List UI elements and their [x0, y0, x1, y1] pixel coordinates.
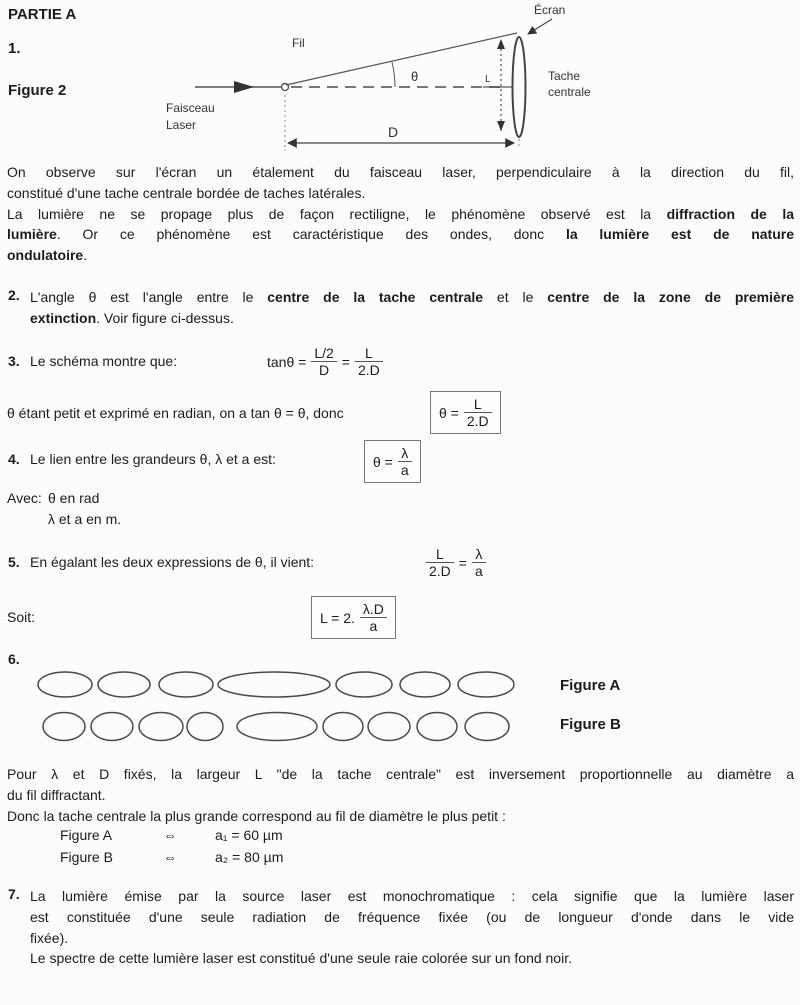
diffraction-spot-ellipse: [368, 713, 410, 741]
theta-label: θ: [411, 69, 419, 84]
figure-b-diameter-value: a₂ = 80 µm: [215, 849, 284, 865]
fraction-l-over-2d: $\frac{L}{2.D}$: [426, 546, 454, 579]
fraction-l2-over-d: $\frac{L/2}{D}$: [311, 345, 336, 378]
theta-angle-arc: [392, 62, 395, 87]
diffraction-spot-ellipse: [458, 672, 514, 697]
tache-centrale-label-line1: Tache: [548, 69, 581, 83]
question-6-number: 6.: [8, 651, 20, 667]
fraction-l-over-2d-boxed: $\frac{L}{2.D}$: [464, 396, 492, 429]
theta-equals: θ =: [373, 453, 393, 470]
question-3-line2: θ étant petit et exprimé en radian, on a tan θ = θ, donc: [7, 405, 344, 421]
question-3-number: 3.: [8, 353, 20, 369]
diffraction-spot-ellipse: [98, 672, 150, 697]
figure-b-ref: Figure B: [60, 849, 113, 865]
diffraction-spot-ellipse: [91, 713, 133, 741]
part-title: PARTIE A: [8, 6, 77, 23]
question-7-text: La lumière émise par la source laser est monochromatique : cela signifie que la lumière laser est constituée d'une seule radiation de fréquence fixée (ou de longueur d'onde dans le vide fixée). Le spectre de cette lumière laser est constitué d'une seule raie colorée sur un fond noir.: [30, 888, 794, 967]
diffraction-diagram: [128, 0, 618, 156]
fraction-lambda-over-a: $\frac{\lambda}{a}$: [398, 445, 412, 478]
l-boxed-formula: [311, 596, 396, 639]
conclusion-paragraph: Pour λ et D fixés, la largeur L "de la tache centrale" est inversement proportionnelle au diamètre a du fil diffractant. Donc la tache centrale la plus grande correspond au fil de diamètre le plus petit :: [7, 766, 794, 824]
figure-a-diffraction-pattern: [0, 668, 560, 701]
question-3-equation: [267, 345, 383, 378]
figure-a-diameter-row: [60, 827, 283, 843]
diffracted-ray-line: [286, 33, 517, 85]
ecran-pointer-arrow: [528, 19, 552, 34]
tache-centrale-label-line2: centrale: [548, 85, 591, 99]
diffraction-spot-ellipse: [237, 713, 317, 741]
theta-boxed-formula: [430, 391, 501, 434]
diffraction-spot-ellipse: [465, 713, 509, 741]
d-label: D: [388, 124, 399, 140]
figure-b-diffraction-pattern: [0, 710, 560, 743]
laser-beam-arrowhead: [234, 81, 254, 93]
question-5-lead: En égalant les deux expressions de θ, il vient:: [30, 554, 315, 570]
figure-a-diameter-value: a₁ = 60 µm: [215, 827, 283, 843]
diffraction-spot-ellipse: [323, 713, 363, 741]
diffraction-spot-ellipse: [187, 713, 223, 741]
equals-sign: =: [458, 554, 467, 571]
diffraction-spot-ellipse: [43, 713, 85, 741]
theta-equals: θ =: [439, 404, 459, 421]
avec-label: Avec:: [7, 490, 42, 506]
avec-theta-unit: θ en rad: [48, 490, 100, 506]
figure-b-diameter-row: [60, 849, 283, 865]
avec-lambda-unit: λ et a en m.: [48, 511, 122, 527]
diffraction-spot-ellipse: [336, 672, 392, 697]
diffraction-spot-ellipse: [38, 672, 92, 697]
equals-sign: =: [341, 353, 350, 370]
equivalence-arrow-icon: ⇔: [163, 849, 177, 865]
diffraction-spot-ellipse: [159, 672, 213, 697]
theta-lambda-boxed-formula: [364, 440, 421, 483]
question-7-number: 7.: [8, 886, 20, 902]
question-3-lead: Le schéma montre que:: [30, 353, 178, 369]
question-2-number: 2.: [8, 287, 20, 303]
tan-theta-lhs: tanθ =: [267, 353, 307, 370]
figure-2-caption: Figure 2: [8, 82, 67, 99]
diffraction-spot-ellipse: [218, 672, 330, 697]
screen-ellipse: [513, 37, 526, 137]
ecran-label: Écran: [534, 3, 566, 17]
diffraction-spot-ellipse: [139, 713, 183, 741]
fraction-l-over-2d: $\frac{L}{2.D}$: [355, 345, 383, 378]
soit-label: Soit:: [7, 609, 36, 625]
question-1-number: 1.: [8, 40, 21, 57]
question-4-lead: Le lien entre les grandeurs θ, λ et a est:: [30, 451, 276, 467]
l-label: L: [485, 74, 491, 85]
question-5-equation: [426, 546, 486, 579]
diffraction-spot-ellipse: [417, 713, 457, 741]
question-5-number: 5.: [8, 554, 20, 570]
diffraction-spot-ellipse: [400, 672, 450, 697]
faisceau-laser-label-line1: Faisceau: [166, 101, 215, 115]
figure-b-label: Figure B: [560, 716, 621, 733]
l-measure-bottom-arrowhead: [497, 121, 505, 131]
faisceau-laser-label-line2: Laser: [166, 118, 197, 132]
figure-a-ref: Figure A: [60, 827, 113, 843]
fraction-lambdad-over-a: $\frac{\lambda.D}{a}$: [360, 601, 387, 634]
equivalence-arrow-icon: ⇔: [163, 827, 177, 843]
figure-a-label: Figure A: [560, 677, 621, 694]
l-equals-2: L = 2.: [320, 609, 355, 626]
question-4-number: 4.: [8, 451, 20, 467]
fil-label: Fil: [292, 36, 305, 50]
l-measure-top-arrowhead: [497, 39, 505, 49]
intro-paragraph: On observe sur l'écran un étalement du faisceau laser, perpendiculaire à la direction du fil, constitué d'une tache centrale bordée de taches latérales. La lumière ne se propage plus de façon rectiligne, le phénomène observé est la diffraction de la lumière. Or ce phénomène est caractéristique des ondes, donc la lumière est de nature ondulatoire.: [7, 164, 794, 264]
fraction-lambda-over-a: $\frac{\lambda}{a}$: [472, 546, 486, 579]
question-2-text: L'angle θ est l'angle entre le centre de la tache centrale et le centre de la zone de première extinction. Voir figure ci-dessus.: [30, 289, 794, 326]
